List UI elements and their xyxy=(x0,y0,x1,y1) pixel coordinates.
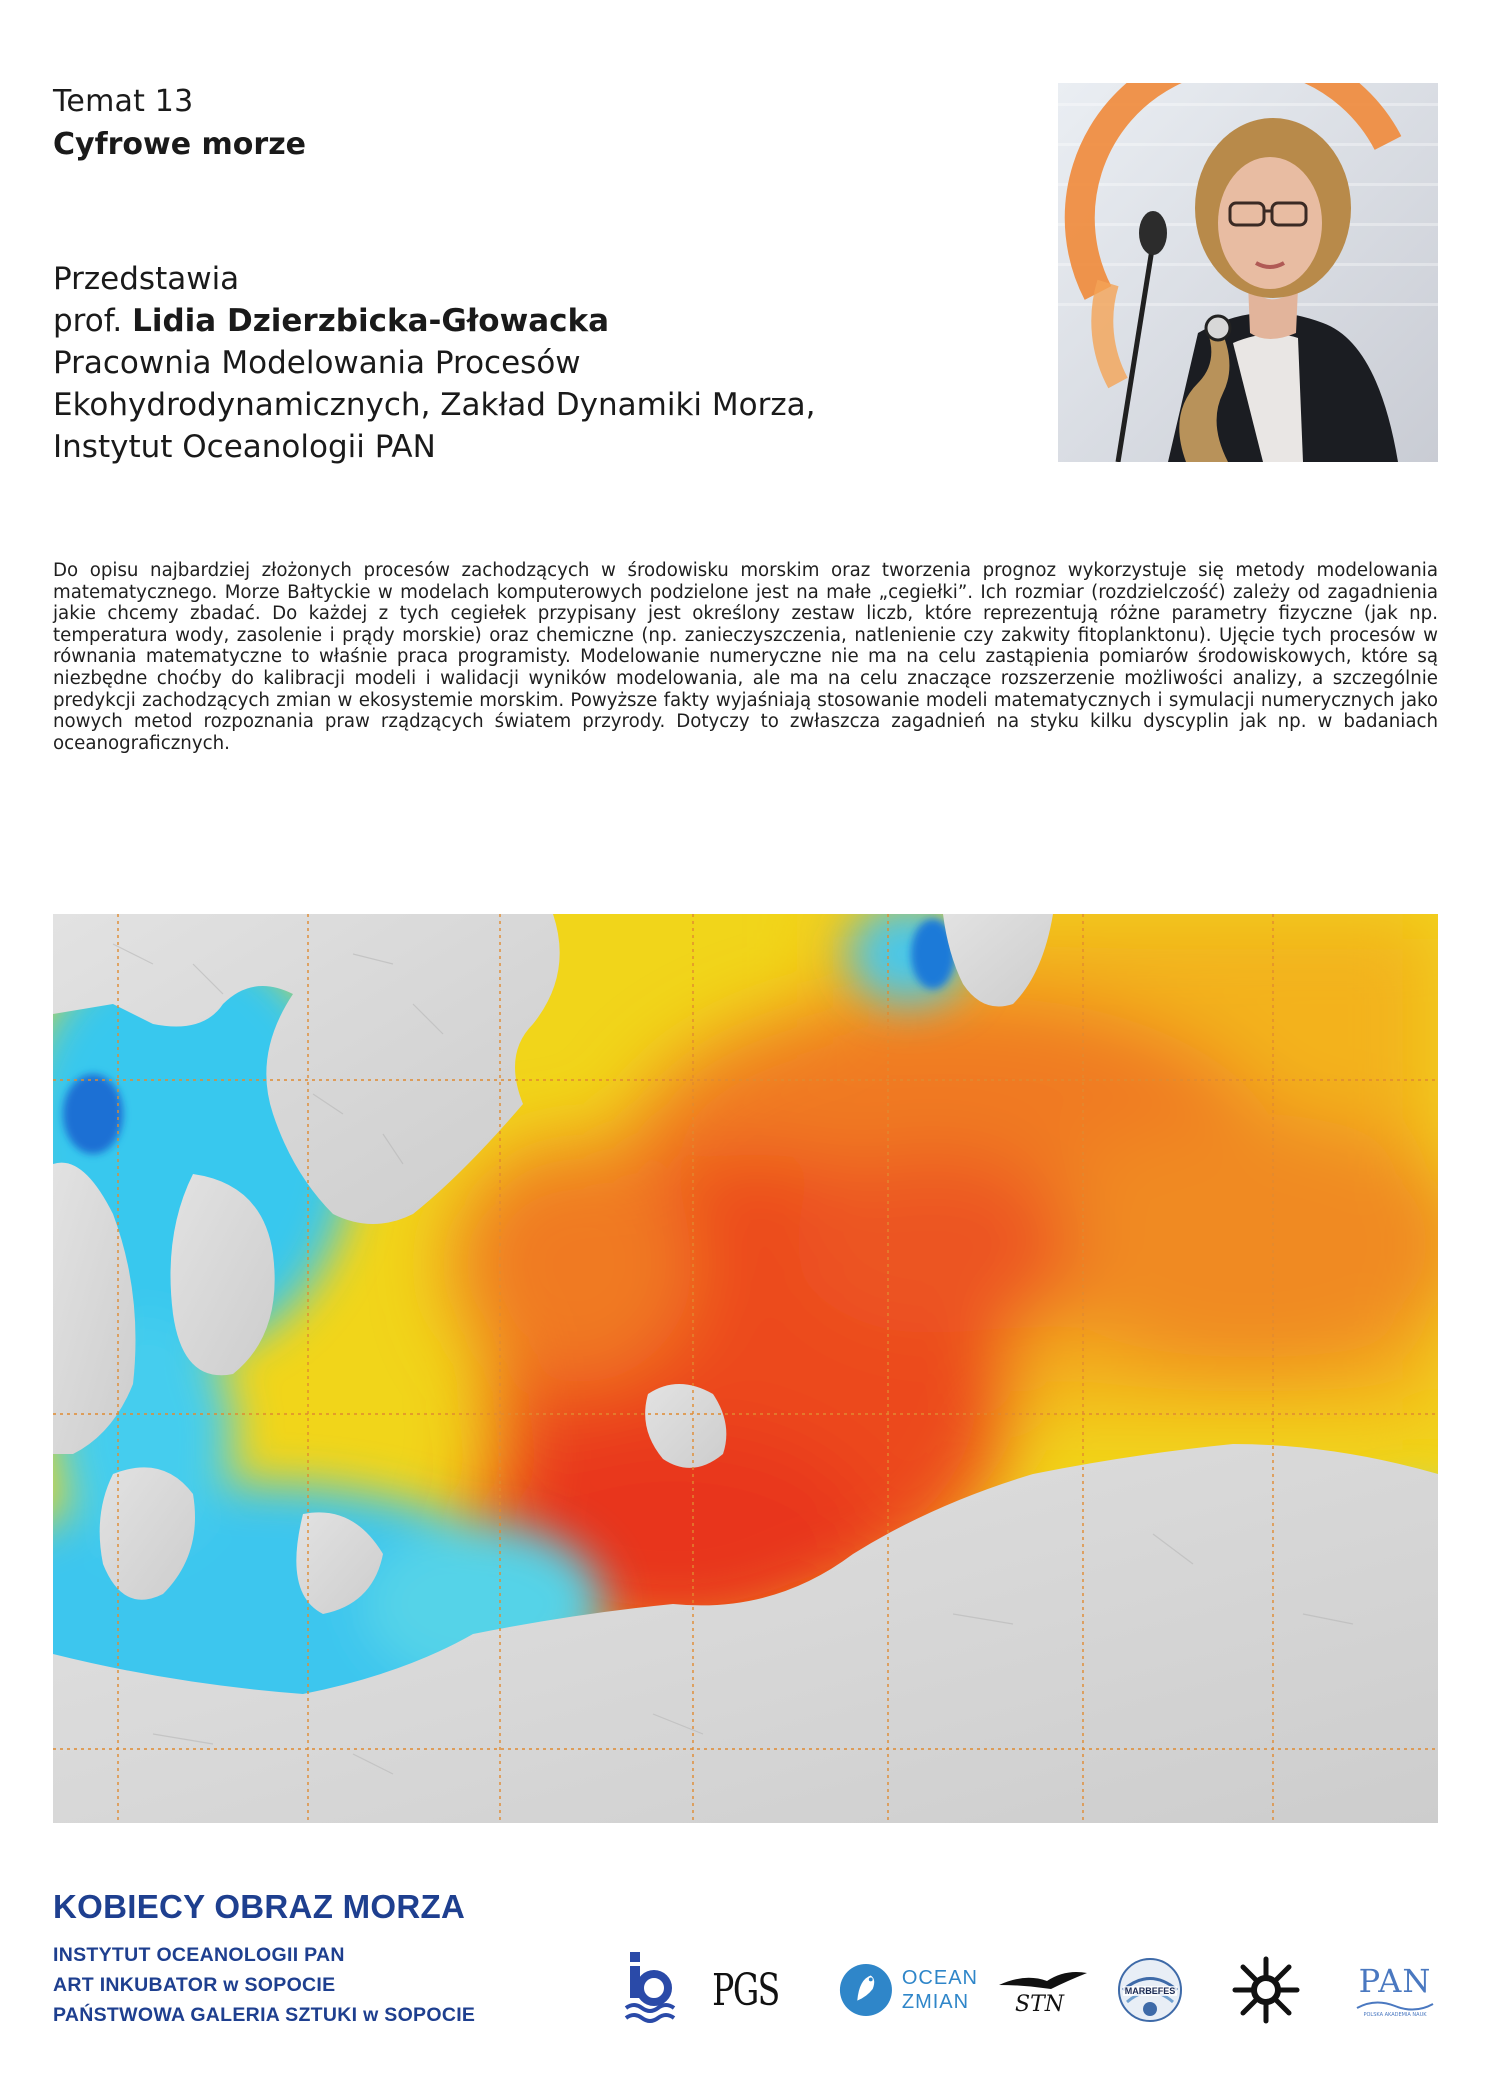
pan-wave-icon xyxy=(1355,2000,1435,2012)
ocean-zmian-text-2: ZMIAN xyxy=(901,1991,970,2013)
iopan-logo-text: PAN xyxy=(647,1981,661,1989)
presenter-affiliation-2: Ekohydrodynamicznych, Zakład Dynamiki Morza, xyxy=(53,387,816,423)
sunburst-logo xyxy=(1226,1950,1306,2030)
stn-logo-text: STN xyxy=(1015,1992,1064,2017)
topic-title: Cyfrowe morze xyxy=(53,127,307,162)
ocean-zmian-icon xyxy=(838,1961,894,2019)
marbefes-logo-text: MARBEFES xyxy=(1124,1986,1176,1996)
pgs-logo xyxy=(710,1950,780,2030)
footer-organizer-1: INSTYTUT OCEANOLOGII PAN xyxy=(53,1944,345,1966)
pan-logo-text: PAN xyxy=(1358,1962,1432,2000)
sunburst-icon xyxy=(1231,1955,1301,2025)
pgs-logo-text: PGS xyxy=(711,1964,779,2016)
description-paragraph: Do opisu najbardziej złożonych procesów zachodzących w środowisku morskim oraz tworzenia prognoz wykorzystuje się metody modelowania matematycznego. Morze Bałtyckie w modelach komputerowych podzielone jest na małe „cegiełki”. Ich rozmiar (rozdzielczość) zależy od zagadnienia jakie chcemy zbadać. Do każdej z tych cegiełek przypisany jest określony zestaw liczb, które reprezentują różne parametry fizyczne (jak np. temperatura wody, zasolenie i prądy morskie) oraz chemiczne (np. zanieczyszczenia, natlenienie czy zakwity fitoplanktonu). Ujęcie tych procesów w równania matematyczne to właśnie praca programisty. Modelowanie numeryczne nie ma na celu zastąpienia pomiarów środowiskowych, które są niezbędne choćby do kalibracji modeli i walidacji wyników modelowania, ale ma na celu znaczące rozszerzenie możliwości analizy, a szczególnie predykcji zachodzących zmian w ekosystemie morskim. Powyższe fakty wyjaśniają stosowanie modeli matematycznych i symulacji numerycznych jako nowych metod rozpoznania praw rządzących światem przyrody. Dotyczy to zwłaszcza zagadnień na styku kilku dyscyplin jak np. w badaniach oceanograficznych. xyxy=(53,560,1438,754)
topic-number: Temat 13 xyxy=(53,84,194,119)
stn-logo xyxy=(995,1950,1090,2030)
marbefes-logo xyxy=(1110,1950,1190,2030)
ocean-zmian-logo xyxy=(838,1950,978,2030)
presenter-name-line xyxy=(53,300,1053,342)
presenter-title: prof. xyxy=(53,303,123,339)
presenter-affiliation-3: Instytut Oceanologii PAN xyxy=(53,429,436,465)
footer-organizer-2: ART INKUBATOR w SOPOCIE xyxy=(53,1974,336,1996)
footer-organizer-3: PAŃSTWOWA GALERIA SZTUKI w SOPOCIE xyxy=(53,2004,476,2026)
footer-title: KOBIECY OBRAZ MORZA xyxy=(53,1888,466,1925)
presenter-name: Lidia Dzierzbicka-Głowacka xyxy=(132,303,610,339)
ocean-zmian-text-1: OCEAN xyxy=(901,1967,978,1989)
presenter-photo xyxy=(1058,83,1438,462)
presenter-intro: Przedstawia xyxy=(53,261,240,297)
pan-logo-subtext: POLSKA AKADEMIA NAUK xyxy=(1363,2012,1427,2018)
pan-logo xyxy=(1350,1950,1440,2030)
presenter-affiliation-1: Pracownia Modelowania Procesów xyxy=(53,345,581,381)
sea-model-map xyxy=(53,914,1438,1823)
iopan-logo xyxy=(620,1950,680,2030)
presenter-block xyxy=(53,258,1053,468)
